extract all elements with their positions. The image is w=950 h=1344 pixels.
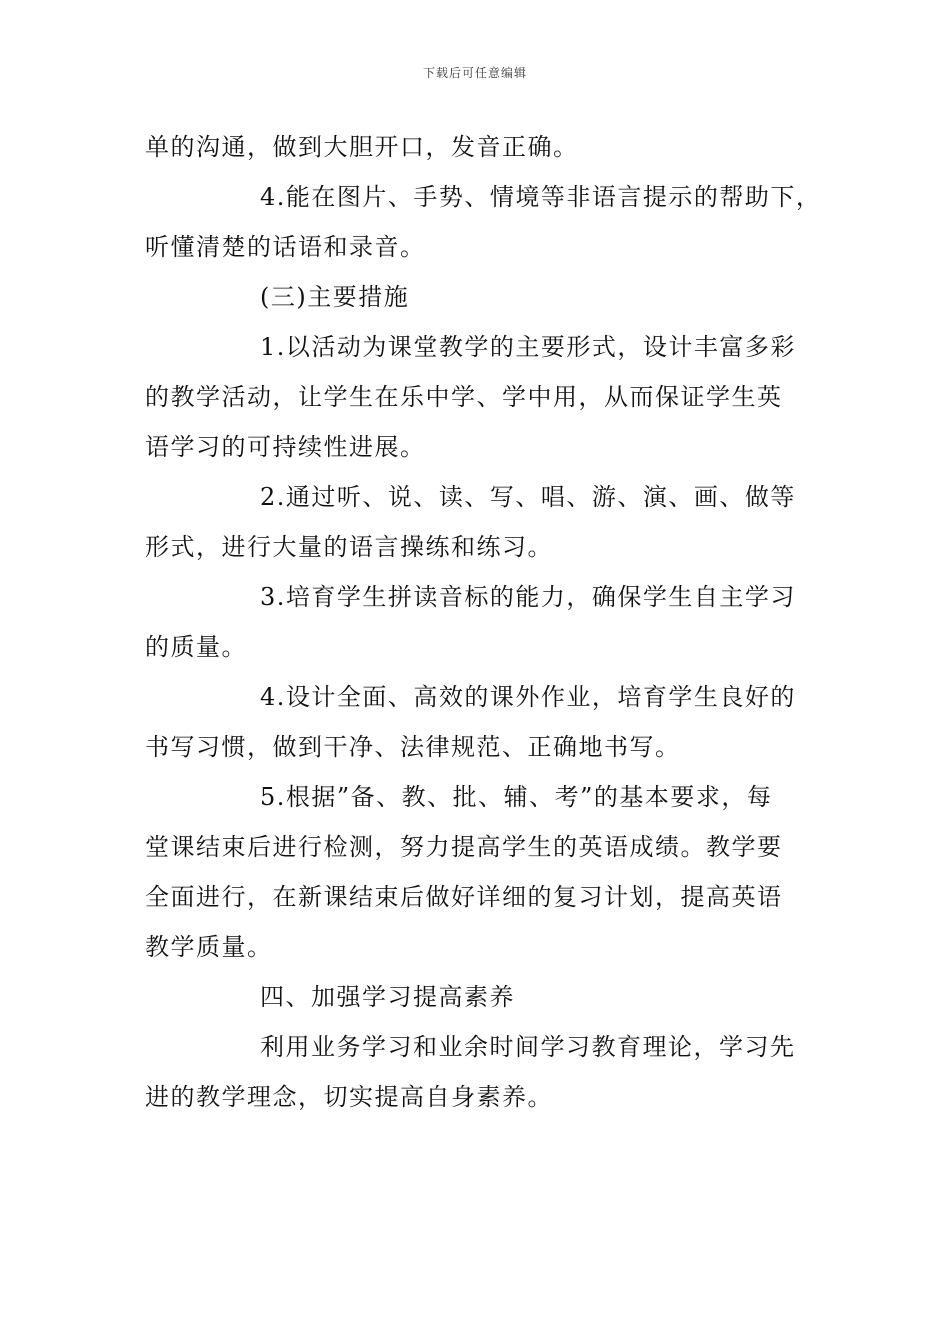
text-line: 的教学活动，让学生在乐中学、学中用，从而保证学生英 (145, 383, 783, 411)
text-line: 4.设计全面、高效的课外作业，培育学生良好的 (260, 683, 796, 711)
text-line: 4.能在图片、手势、情境等非语言提示的帮助下， (260, 183, 822, 211)
text-line: 书写习惯，做到干净、法律规范、正确地书写。 (145, 733, 681, 761)
text-line: 3.培育学生拼读音标的能力，确保学生自主学习 (260, 583, 796, 611)
text-line: 教学质量。 (145, 933, 273, 961)
text-line: 1.以活动为课堂教学的主要形式，设计丰富多彩 (260, 333, 796, 361)
text-line: 利用业务学习和业余时间学习教育理论，学习先 (260, 1033, 796, 1061)
section-heading: 四、加强学习提高素养 (260, 983, 515, 1011)
text-line: 全面进行，在新课结束后做好详细的复习计划，提高英语 (145, 883, 783, 911)
text-line: 堂课结束后进行检测，努力提高学生的英语成绩。教学要 (145, 833, 783, 861)
section-heading: (三)主要措施 (260, 283, 410, 311)
text-line: 5.根据”备、教、批、辅、考”的基本要求，每 (260, 783, 773, 811)
text-line: 2.通过听、说、读、写、唱、游、演、画、做等 (260, 483, 796, 511)
text-line: 语学习的可持续性进展。 (145, 433, 426, 461)
text-line: 进的教学理念，切实提高自身素养。 (145, 1083, 553, 1111)
text-line: 单的沟通，做到大胆开口，发音正确。 (145, 133, 579, 161)
text-line: 形式，进行大量的语言操练和练习。 (145, 533, 553, 561)
page-header-note: 下载后可任意编辑 (422, 66, 527, 80)
text-line: 的质量。 (145, 633, 247, 661)
document-body (145, 129, 822, 1129)
text-line: 听懂清楚的话语和录音。 (145, 233, 426, 261)
